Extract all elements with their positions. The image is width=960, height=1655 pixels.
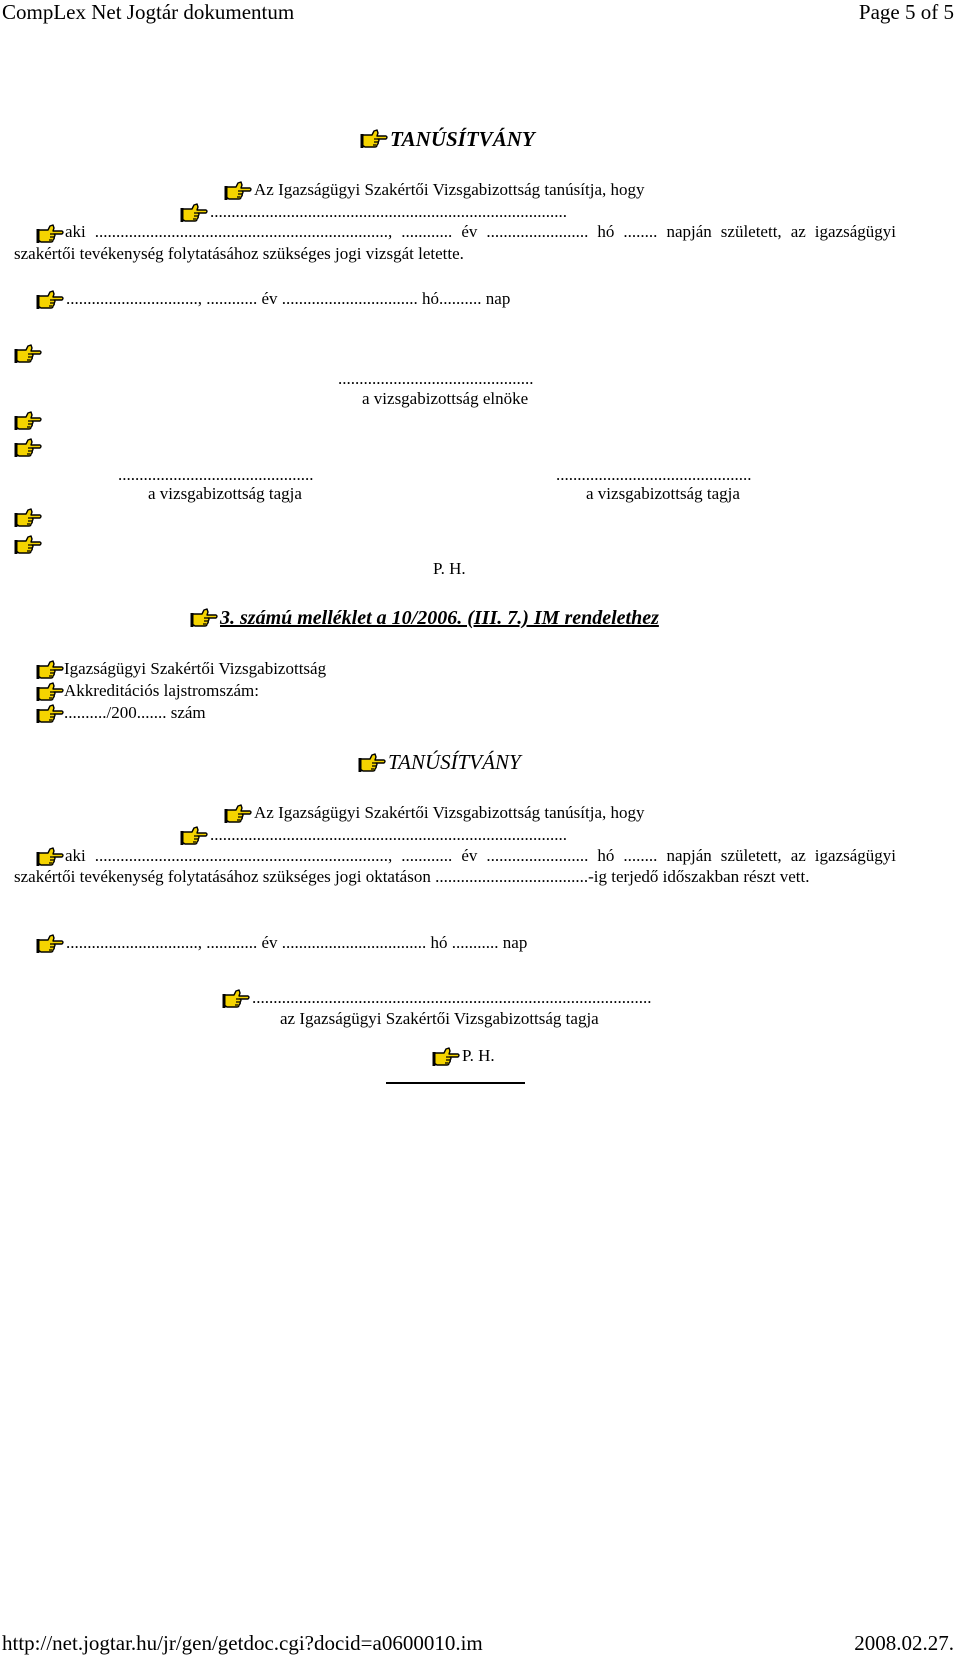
member-label: az Igazságügyi Szakértői Vizsgabizottság tagja xyxy=(280,1009,599,1028)
pointing-hand-icon xyxy=(36,703,65,723)
certificate-intro: Az Igazságügyi Szakértői Vizsgabizottság tanúsítja, hogy xyxy=(254,180,645,199)
certificate-title: TANÚSÍTVÁNY xyxy=(390,127,535,151)
member-label: a vizsgabizottság tagja xyxy=(148,484,302,503)
accreditation-label: Akkreditációs lajstromszám: xyxy=(64,681,259,700)
date-line: ..............................., ............ év ................................ hó.......... nap xyxy=(66,289,511,308)
pointing-hand-icon xyxy=(222,988,251,1008)
header-title: CompLex Net Jogtár dokumentum xyxy=(2,0,295,24)
member-signature-line: .............................................. xyxy=(556,465,752,484)
member-signature-line: .............................................................................................. xyxy=(252,988,652,1007)
blank-line: .................................................................................... xyxy=(210,825,567,844)
pointing-hand-icon xyxy=(14,410,43,430)
footer-date: 2008.02.27. xyxy=(854,1631,954,1655)
stamp-placeholder: P. H. xyxy=(433,559,466,578)
pointing-hand-icon xyxy=(190,607,219,627)
pointing-hand-icon xyxy=(14,507,43,527)
end-divider xyxy=(386,1082,525,1084)
member-signature-line: .............................................. xyxy=(118,465,314,484)
pointing-hand-icon xyxy=(14,343,43,363)
certificate-paragraph: aki ....................................................................., ............ év ........................ hó ........ napján született, az igazságügyi szakértői tevékenység folytatásához szükséges jogi vizsgát letette. xyxy=(14,222,896,263)
chair-label: a vizsgabizottság elnöke xyxy=(362,389,529,408)
pointing-hand-icon xyxy=(224,803,253,823)
pointing-hand-icon xyxy=(180,202,209,222)
member-label: a vizsgabizottság tagja xyxy=(586,484,740,503)
pointing-hand-icon xyxy=(224,180,253,200)
pointing-hand-icon xyxy=(36,289,65,309)
certificate-intro: Az Igazságügyi Szakértői Vizsgabizottság tanúsítja, hogy xyxy=(254,803,645,822)
header-page-number: Page 5 of 5 xyxy=(858,0,954,24)
pointing-hand-icon xyxy=(14,437,43,457)
certificate-title: TANÚSÍTVÁNY xyxy=(388,750,521,774)
blank-line: .................................................................................... xyxy=(210,202,567,221)
pointing-hand-icon xyxy=(358,752,387,772)
organization-name: Igazságügyi Szakértői Vizsgabizottság xyxy=(64,659,327,678)
pointing-hand-icon xyxy=(36,659,65,679)
pointing-hand-icon xyxy=(360,128,389,148)
stamp-placeholder: P. H. xyxy=(462,1046,495,1065)
registration-number: ........../200....... szám xyxy=(64,703,206,722)
date-line: ..............................., ............ év .................................. hó ........... nap xyxy=(66,933,528,952)
pointing-hand-icon xyxy=(180,825,209,845)
certificate-paragraph: aki ....................................................................., ............ év ........................ hó ........ napján született, az igazságügyi szakértői tevékenység folytatásához szükséges jogi oktatáson ....................................-ig terjedő időszakban részt vett. xyxy=(14,846,896,886)
pointing-hand-icon xyxy=(36,933,65,953)
chair-signature-line: .............................................. xyxy=(338,369,534,388)
pointing-hand-icon xyxy=(36,681,65,701)
pointing-hand-icon xyxy=(14,534,43,554)
annex-title-link[interactable]: 3. számú melléklet a 10/2006. (III. 7.) IM rendelethez xyxy=(220,607,659,629)
pointing-hand-icon xyxy=(432,1046,461,1066)
footer-url[interactable]: http://net.jogtar.hu/jr/gen/getdoc.cgi?docid=a0600010.im xyxy=(2,1631,483,1655)
